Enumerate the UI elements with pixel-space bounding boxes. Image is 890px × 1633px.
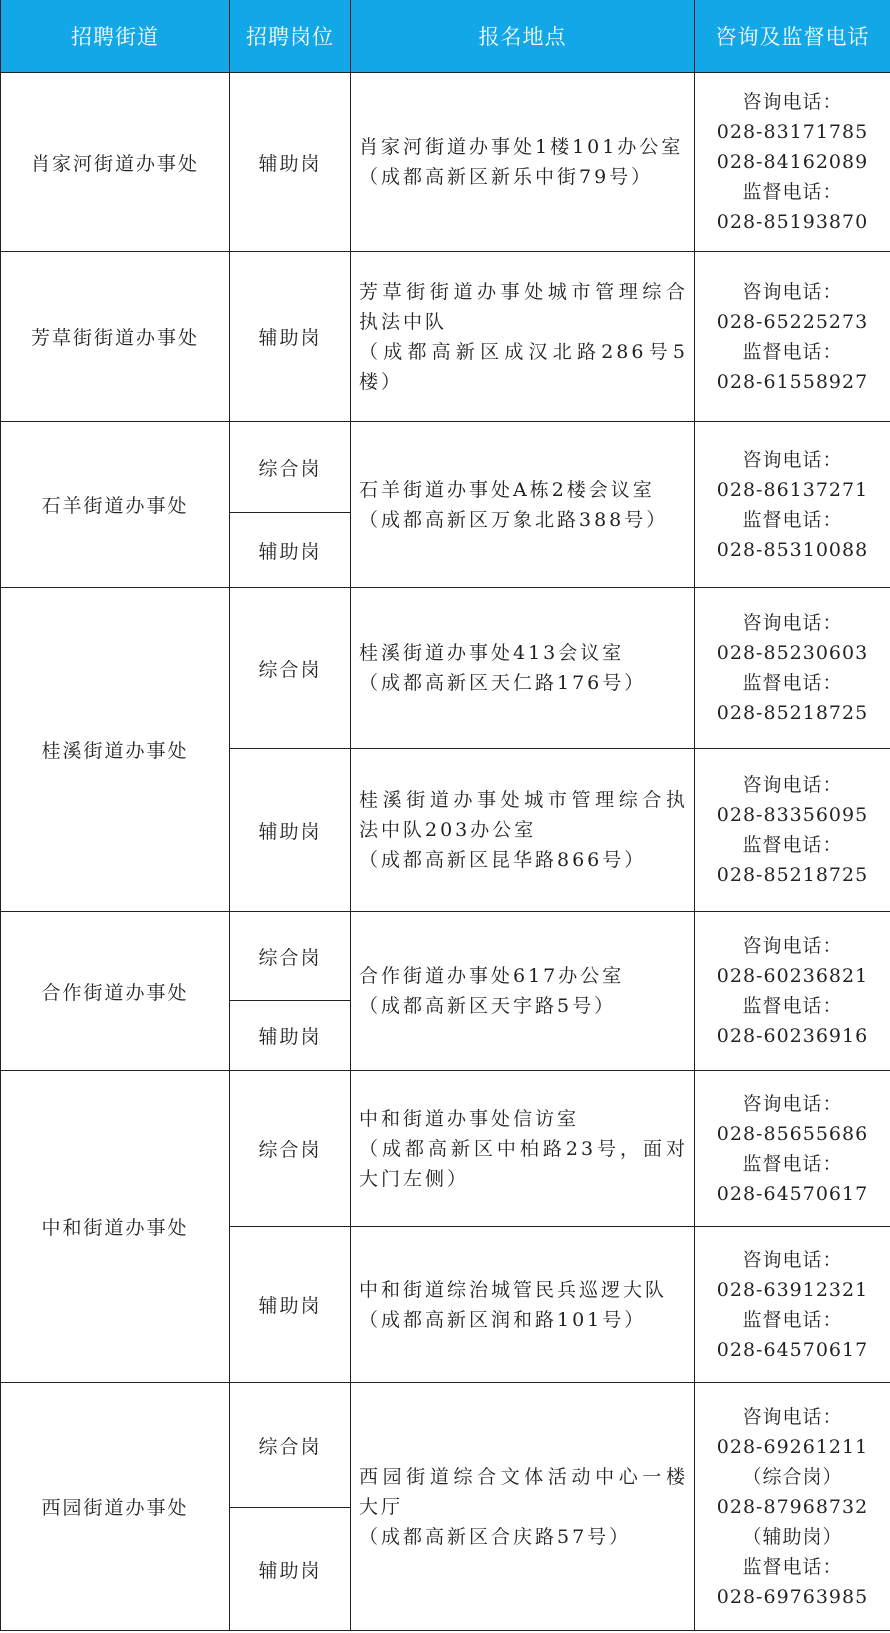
phone-number: 028-64570617 — [716, 1338, 869, 1361]
address-line: （成都高新区昆华路866号） — [359, 849, 647, 871]
address-line: （成都高新区天宇路5号） — [359, 995, 617, 1017]
post-name: 综合岗 — [230, 1071, 351, 1227]
address-line: 肖家河街道办事处1楼101办公室 — [359, 136, 684, 158]
address-line: 桂溪街道办事处城市管理综合执法中队203办公室 — [359, 789, 688, 841]
phone-number: 028-61558927 — [716, 370, 869, 393]
phone-label: 监督电话： — [742, 995, 843, 1017]
table-row — [1, 912, 890, 1001]
post-name: 综合岗 — [230, 912, 351, 1001]
address-cell — [351, 73, 695, 252]
street-name: 西园街道办事处 — [1, 1383, 230, 1631]
phone-label: 咨询电话： — [742, 280, 843, 303]
post-name: 辅助岗 — [230, 252, 351, 422]
post-name: 辅助岗 — [230, 513, 351, 588]
address-cell — [351, 749, 695, 912]
phone-number: 028-85655686 — [716, 1122, 869, 1145]
phone-number: 028-69261211 — [716, 1435, 869, 1458]
address-line: （成都高新区天仁路176号） — [359, 672, 647, 694]
phone-label: 咨询电话： — [742, 612, 843, 634]
address-line: 石羊街道办事处A栋2楼会议室 — [359, 478, 655, 501]
phone-number: 028-60236916 — [716, 1025, 869, 1047]
address-cell — [351, 422, 695, 588]
phone-label: 监督电话： — [742, 340, 843, 363]
phone-label: 监督电话： — [742, 1152, 843, 1175]
phone-number: 028-65225273 — [716, 310, 869, 333]
phone-label: 监督电话： — [742, 672, 843, 694]
header-post: 招聘岗位 — [230, 0, 351, 73]
phone-label: 咨询电话： — [742, 1248, 843, 1271]
header-row — [1, 0, 890, 73]
phone-label: 监督电话： — [742, 834, 843, 856]
street-name: 桂溪街道办事处 — [1, 588, 230, 912]
post-name: 综合岗 — [230, 422, 351, 513]
street-name: 中和街道办事处 — [1, 1071, 230, 1383]
phone-label: 监督电话： — [742, 181, 843, 203]
phone-cell — [695, 1383, 890, 1631]
phone-label: 咨询电话： — [742, 91, 843, 113]
phone-label: 监督电话： — [742, 1308, 843, 1331]
address-line: 西园街道综合文体活动中心一楼大厅 — [359, 1465, 688, 1518]
phone-label: 咨询电话： — [742, 1092, 843, 1115]
address-line: 中和街道办事处信访室 — [359, 1107, 580, 1130]
header-phone: 咨询及监督电话 — [695, 0, 890, 73]
street-name: 肖家河街道办事处 — [1, 73, 230, 252]
phone-cell — [695, 588, 890, 749]
address-line: 芳草街街道办事处城市管理综合执法中队 — [359, 280, 688, 333]
phone-number: 028-85218725 — [716, 864, 869, 886]
header-street: 招聘街道 — [1, 0, 230, 73]
table-row — [1, 1383, 890, 1508]
phone-number: 028-60236821 — [716, 965, 869, 987]
post-name: 辅助岗 — [230, 73, 351, 252]
table-row — [1, 1071, 890, 1227]
post-name: 辅助岗 — [230, 749, 351, 912]
address-line: 合作街道办事处617办公室 — [359, 965, 625, 987]
address-cell — [351, 1383, 695, 1631]
address-line: （成都高新区合庆路57号） — [359, 1525, 632, 1548]
phone-number: 028-69763985 — [716, 1585, 869, 1608]
post-name: 综合岗 — [230, 588, 351, 749]
phone-cell — [695, 422, 890, 588]
table-row — [1, 422, 890, 513]
phone-number: 028-64570617 — [716, 1182, 869, 1205]
phone-number: 028-87968732 — [716, 1495, 869, 1518]
phone-cell — [695, 1071, 890, 1227]
address-cell — [351, 588, 695, 749]
phone-number: 028-63912321 — [716, 1278, 869, 1301]
address-line: 桂溪街道办事处413会议室 — [359, 642, 625, 664]
phone-label: 咨询电话： — [742, 448, 843, 471]
header-address: 报名地点 — [351, 0, 695, 73]
phone-cell — [695, 252, 890, 422]
phone-cell — [695, 73, 890, 252]
street-name: 合作街道办事处 — [1, 912, 230, 1071]
post-name: 辅助岗 — [230, 1227, 351, 1383]
phone-label: 监督电话： — [742, 508, 843, 531]
street-name: 芳草街街道办事处 — [1, 252, 230, 422]
phone-label: 咨询电话： — [742, 1405, 843, 1428]
post-name: 综合岗 — [230, 1383, 351, 1508]
phone-number: 028-84162089 — [716, 151, 869, 173]
phone-cell — [695, 749, 890, 912]
phone-cell — [695, 1227, 890, 1383]
phone-note: （综合岗） — [742, 1465, 843, 1488]
table-row — [1, 73, 890, 252]
phone-number: 028-85310088 — [716, 538, 869, 561]
address-cell — [351, 1227, 695, 1383]
address-line: （成都高新区新乐中街79号） — [359, 166, 654, 188]
address-cell — [351, 912, 695, 1071]
table-row — [1, 252, 890, 422]
address-line: （成都高新区万象北路388号） — [359, 508, 669, 531]
phone-label: 咨询电话： — [742, 774, 843, 796]
phone-label: 监督电话： — [742, 1555, 843, 1578]
address-cell — [351, 1071, 695, 1227]
phone-label: 咨询电话： — [742, 935, 843, 957]
phone-number: 028-86137271 — [716, 478, 869, 501]
table-row — [1, 588, 890, 749]
phone-number: 028-85218725 — [716, 702, 869, 724]
post-name: 辅助岗 — [230, 1001, 351, 1071]
street-name: 石羊街道办事处 — [1, 422, 230, 588]
address-line: （成都高新区成汉北路286号5楼） — [359, 340, 688, 393]
phone-number: 028-85193870 — [716, 211, 869, 233]
address-line: 中和街道综治城管民兵巡逻大队 — [359, 1278, 668, 1301]
address-cell — [351, 252, 695, 422]
address-line: （成都高新区中柏路23号，面对大门左侧） — [359, 1137, 688, 1190]
phone-number: 028-83356095 — [716, 804, 869, 826]
address-line: （成都高新区润和路101号） — [359, 1308, 647, 1331]
phone-number: 028-85230603 — [716, 642, 869, 664]
phone-note: （辅助岗） — [742, 1525, 843, 1548]
phone-number: 028-83171785 — [716, 121, 869, 143]
phone-cell — [695, 912, 890, 1071]
post-name: 辅助岗 — [230, 1508, 351, 1631]
